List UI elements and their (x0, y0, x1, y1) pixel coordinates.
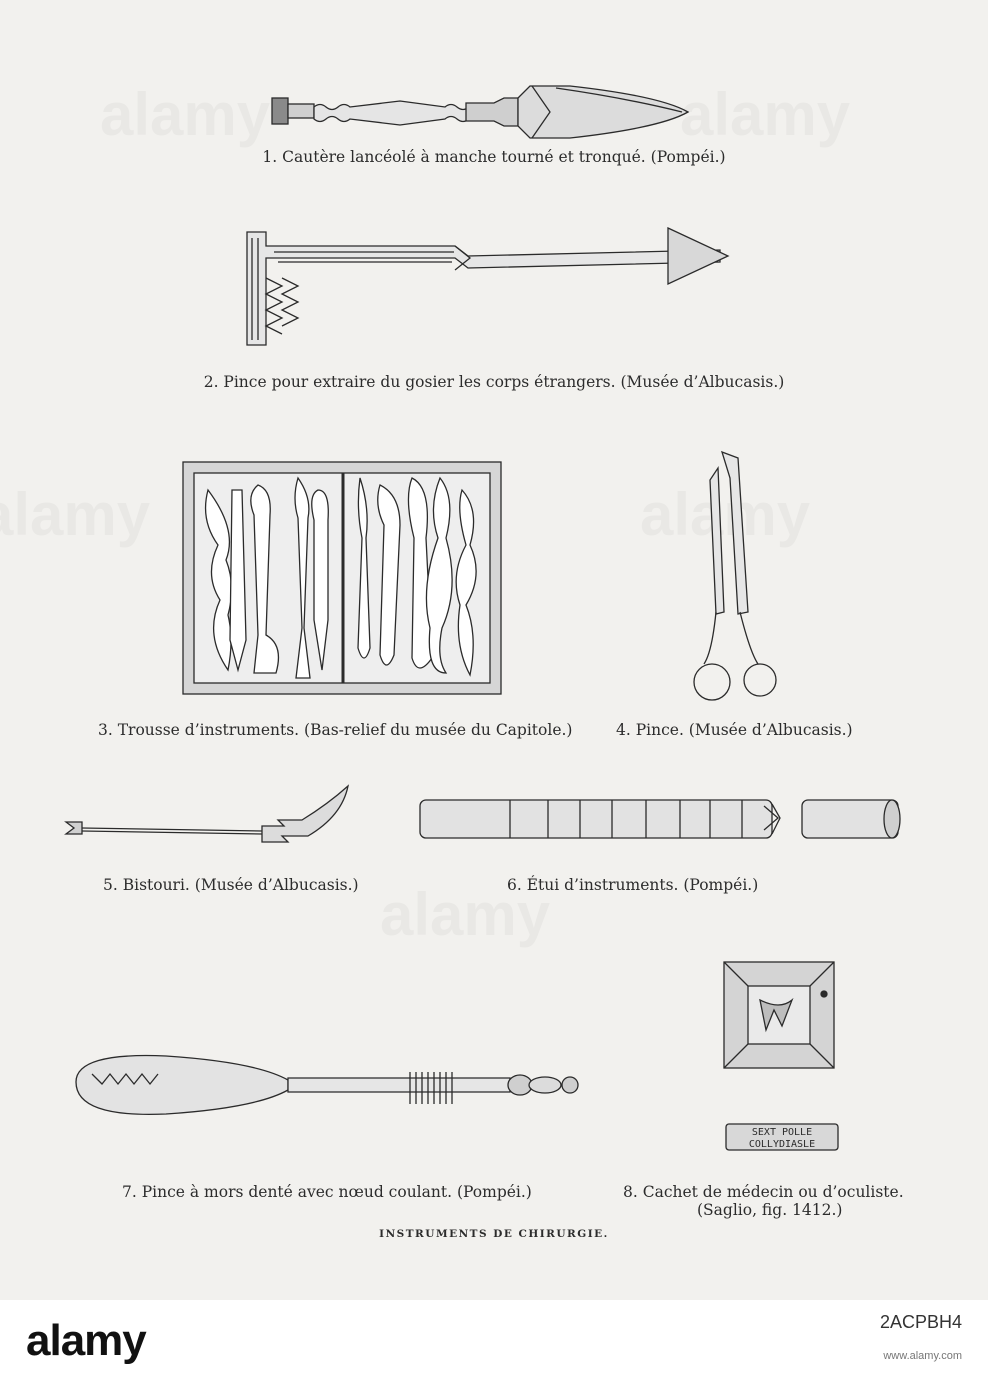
fig6-instrument-tube (420, 800, 900, 838)
caption-fig3: 3. Trousse d’instruments. (Bas-relief du musée du Capitole.) (98, 721, 573, 739)
caption-fig4: 4. Pince. (Musée d’Albucasis.) (616, 721, 853, 739)
fig7-toothed-forceps (76, 1056, 578, 1115)
fig8-oculist-seal (724, 962, 838, 1150)
image-id: 2ACPBH4 (879, 1312, 962, 1332)
fig4-scissor-pince (694, 452, 776, 700)
alamy-logo: alamy (26, 1316, 146, 1365)
stock-url: www.alamy.com (883, 1350, 962, 1362)
fig5-scalpel (66, 786, 348, 842)
caption-fig8-line2: (Saglio, fig. 1412.) (697, 1201, 843, 1219)
fig2-forceps (247, 228, 728, 345)
caption-fig5: 5. Bistouri. (Musée d’Albucasis.) (103, 876, 359, 894)
fig1-cautery (272, 86, 688, 138)
plate-title: INSTRUMENTS DE CHIRURGIE. (379, 1228, 609, 1240)
seal-line1: SEXT POLLE (751, 1127, 813, 1138)
caption-fig2: 2. Pince pour extraire du gosier les corps étrangers. (Musée d’Albucasis.) (203, 373, 785, 391)
caption-fig1: 1. Cautère lancéolé à manche tourné et tronqué. (Pompéi.) (262, 148, 726, 166)
seal-line2: COLLYDIASLE (748, 1139, 816, 1150)
caption-fig8-line1: 8. Cachet de médecin ou d’oculiste. (623, 1183, 904, 1201)
caption-fig7: 7. Pince à mors denté avec nœud coulant. (Pompéi.) (122, 1183, 532, 1201)
fig3-instrument-case (183, 462, 501, 694)
stock-footer (0, 1300, 988, 1390)
caption-fig6: 6. Étui d’instruments. (Pompéi.) (507, 876, 759, 894)
